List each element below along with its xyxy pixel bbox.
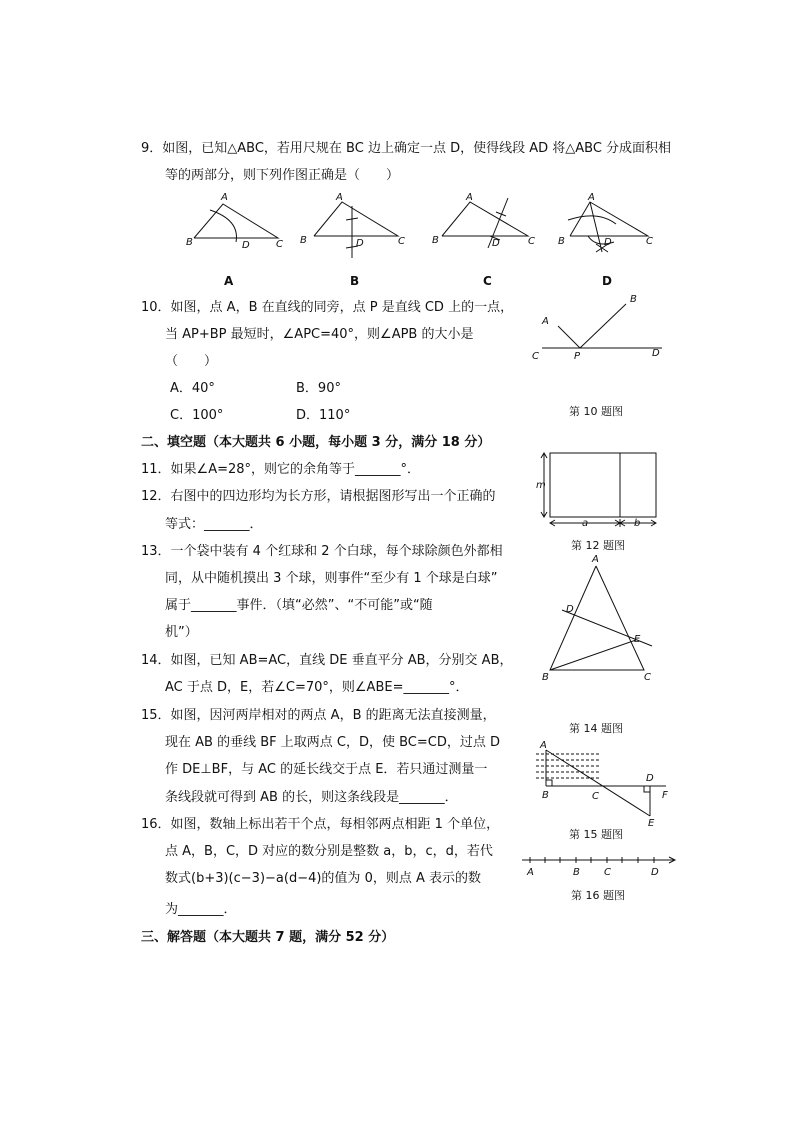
q9-b-label-a: A: [336, 192, 343, 203]
q9-b-label-c: C: [398, 236, 405, 247]
q10-line1: 10．如图，点 A，B 在直线的同旁，点 P 是直线 CD 上的一点，: [141, 300, 514, 315]
q10-label-b: B: [630, 294, 637, 305]
q9-d-label-a: A: [588, 192, 595, 203]
q15-label-f: F: [662, 790, 668, 801]
q9-a-label-d: D: [242, 240, 250, 251]
q10-label-a: A: [542, 316, 549, 327]
q14-line2: AC 于点 D，E，若∠C=70°，则∠ABE=_______°．: [165, 680, 469, 695]
q12-figure: [530, 446, 670, 531]
q14-caption: 第 14 题图: [569, 722, 623, 735]
q13-line3: 属于_______事件．（填“必然”、“不可能”或“随: [165, 598, 433, 613]
q9-c-label-d: D: [492, 238, 500, 249]
q13-line1: 13．一个袋中装有 4 个红球和 2 个白球，每个球除颜色外都相: [141, 544, 503, 559]
q10-caption: 第 10 题图: [569, 405, 623, 418]
q9-a-label-c: C: [276, 239, 283, 250]
q14-label-a: A: [592, 554, 599, 565]
q15-line3: 作 DE⊥BF，与 AC 的延长线交于点 E．若只通过测量一: [165, 762, 488, 777]
q16-label-d: D: [651, 867, 659, 878]
q14-line1: 14．如图，已知 AB=AC，直线 DE 垂直平分 AB，分别交 AB，: [141, 653, 513, 668]
q9-figure-c: [430, 190, 540, 260]
q9-option-a: A: [224, 274, 234, 288]
q10-line2: 当 AP+BP 最短时，∠APC=40°，则∠APB 的大小是: [165, 327, 474, 342]
q9-figure-b: [298, 190, 408, 260]
q14-figure: [540, 552, 670, 687]
q15-label-a: A: [540, 740, 547, 751]
q15-label-c: C: [592, 791, 599, 802]
q10-figure: [528, 290, 678, 365]
q10-label-c: C: [532, 351, 539, 362]
q12-line1: 12．右图中的四边形均为长方形，请根据图形写出一个正确的: [141, 489, 496, 504]
q9-c-label-b: B: [432, 235, 439, 246]
q15-line4: 条线段就可得到 AB 的长，则这条线段是_______．: [165, 790, 458, 805]
q16-label-a: A: [527, 867, 534, 878]
q9-b-label-d: D: [356, 238, 364, 249]
q9-option-b: B: [350, 274, 360, 288]
q10-option-d: D．110°: [296, 408, 351, 423]
q14-label-b: B: [542, 672, 549, 683]
q12-label-a: a: [582, 518, 589, 529]
section3-heading: 三、解答题（本大题共 7 题，满分 52 分）: [141, 930, 395, 945]
q16-label-b: B: [573, 867, 580, 878]
q14-label-c: C: [644, 672, 651, 683]
q9-d-label-b: B: [558, 236, 565, 247]
q10-line3: （ ）: [165, 354, 218, 369]
q16-number-line: [518, 852, 678, 882]
q9-c-label-c: C: [528, 236, 535, 247]
q16-label-c: C: [604, 867, 611, 878]
q9-b-label-b: B: [300, 235, 307, 246]
q15-line2: 现在 AB 的垂线 BF 上取两点 C，D，使 BC=CD，过点 D: [165, 735, 500, 750]
q16-caption: 第 16 题图: [571, 889, 625, 902]
q16-line1: 16．如图，数轴上标出若干个点，每相邻两点相距 1 个单位，: [141, 817, 500, 832]
q15-caption: 第 15 题图: [569, 828, 623, 841]
q15-label-e: E: [648, 818, 655, 829]
q12-label-b: b: [634, 518, 641, 529]
q9-d-label-d: D: [604, 237, 612, 248]
q16-line4: 为_______．: [165, 902, 237, 917]
q9-option-c: C: [483, 274, 492, 288]
q10-label-p: P: [574, 351, 581, 362]
q13-line2: 同，从中随机摸出 3 个球，则事件“至少有 1 个球是白球”: [165, 571, 498, 586]
q15-line1: 15．如图，因河两岸相对的两点 A，B 的距离无法直接测量，: [141, 708, 496, 723]
q9-a-label-b: B: [186, 237, 193, 248]
q11-text: 11．如果∠A=28°，则它的余角等于_______°．: [141, 462, 421, 477]
q12-line2: 等式：_______．: [165, 517, 263, 532]
q9-d-label-c: C: [646, 236, 653, 247]
q15-label-b: B: [542, 790, 549, 801]
q9-figure-a: [180, 190, 290, 250]
q16-line2: 点 A，B，C，D 对应的数分别是整数 a，b，c，d，若代: [165, 844, 493, 859]
q16-line3: 数式(b+3)(c−3)−a(d−4)的值为 0，则点 A 表示的数: [165, 871, 481, 886]
section2-heading: 二、填空题（本大题共 6 小题，每小题 3 分，满分 18 分）: [141, 435, 491, 450]
q9-option-d: D: [602, 274, 612, 288]
q12-caption: 第 12 题图: [571, 539, 625, 552]
q14-label-e: E: [634, 634, 641, 645]
q9-line1: 9．如图，已知△ABC，若用尺规在 BC 边上确定一点 D，使得线段 AD 将△ABC 分成面积相: [141, 141, 672, 156]
q10-option-a: A．40°: [170, 381, 215, 396]
q9-figure-d: [558, 190, 668, 260]
q12-label-m: m: [536, 480, 546, 491]
q15-label-d: D: [646, 773, 654, 784]
q9-c-label-a: A: [466, 192, 473, 203]
q10-label-d: D: [652, 348, 660, 359]
q9-line2: 等的两部分，则下列作图正确是（ ）: [165, 168, 400, 183]
q14-label-d: D: [566, 604, 574, 615]
q13-line4: 机”）: [165, 625, 198, 640]
q10-option-b: B．90°: [296, 381, 341, 396]
q15-figure: [530, 736, 680, 829]
q9-a-label-a: A: [221, 192, 228, 203]
q10-option-c: C．100°: [170, 408, 224, 423]
